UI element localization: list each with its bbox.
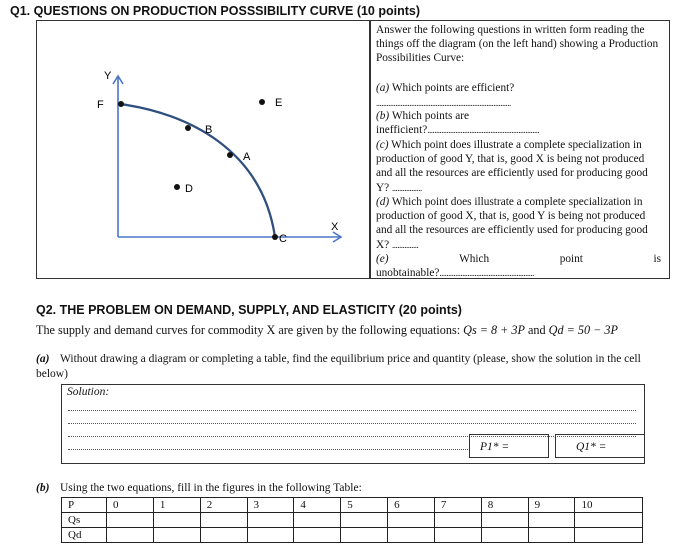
q2-b-text: Using the two equations, fill in the figures in the following Table: [60, 482, 362, 494]
q1-c-label: (c) [376, 139, 389, 151]
q1-question-c [376, 138, 661, 195]
q1-e-word2: point [559, 253, 583, 265]
equilibrium-quantity-box[interactable]: Q1* = [555, 434, 645, 458]
table-cell[interactable] [575, 513, 643, 528]
q1-c-text: Which point does illustrate a complete specialization in production of good Y, that is, good X is being not produced and all the resources are efficiently used for producing good Y? [376, 139, 648, 194]
table-cell[interactable] [434, 513, 481, 528]
q2-a-text: Without drawing a diagram or completing a table, find the equilibrium price and quantity (please, show the solution in the cell below) [36, 353, 641, 380]
table-cell[interactable] [153, 513, 200, 528]
q1-e-label: (e) [376, 253, 389, 265]
table-cell[interactable] [528, 528, 575, 543]
q1-c-answer-line[interactable]: ................. [392, 182, 422, 193]
q1-d-answer-line[interactable]: ............... [392, 239, 419, 250]
table-cell[interactable] [388, 528, 435, 543]
point-b-dot [185, 125, 191, 131]
q2-question-b [36, 482, 362, 494]
table-header-cell: 0 [107, 498, 154, 513]
q1-a-answer-line[interactable]: ............................................................................. [376, 98, 511, 108]
q1-e-text2: unobtainable? [376, 267, 440, 280]
solution-line-4 [68, 449, 468, 450]
x-axis-label: X [331, 221, 339, 233]
q1-a-label: (a) [376, 82, 390, 94]
table-cell[interactable] [575, 528, 643, 543]
q1-b-text2: inefficient? [376, 124, 428, 137]
table-cell[interactable] [153, 528, 200, 543]
table-header-cell: 5 [341, 498, 388, 513]
table-header-cell: 2 [200, 498, 247, 513]
q1-d-label: (d) [376, 196, 390, 208]
table-header-cell: 1 [153, 498, 200, 513]
qs-qd-table [61, 497, 643, 543]
table-header-cell: 9 [528, 498, 575, 513]
q2-and: and [528, 323, 546, 337]
table-cell[interactable] [294, 528, 341, 543]
q1-question-d [376, 195, 661, 252]
point-d-dot [174, 184, 180, 190]
table-cell[interactable] [107, 528, 154, 543]
ppc-diagram [37, 21, 370, 278]
table-header-cell: 6 [388, 498, 435, 513]
table-cell[interactable] [247, 513, 294, 528]
table-header-cell: P [62, 498, 107, 513]
q2-heading: Q2. THE PROBLEM ON DEMAND, SUPPLY, AND ELASTICITY (20 points) [36, 303, 462, 317]
diagram-box [36, 20, 371, 279]
point-e-label: E [275, 97, 283, 109]
equilibrium-price-box[interactable]: P1* = [469, 434, 549, 458]
table-cell[interactable] [481, 528, 528, 543]
point-f-label: F [97, 99, 104, 111]
solution-label: Solution: [67, 386, 110, 398]
table-header-row [62, 498, 643, 513]
table-cell[interactable] [528, 513, 575, 528]
q2-intro [36, 323, 618, 338]
point-d-label: D [185, 183, 193, 195]
q1-e-answer-line[interactable]: ...................................................... [439, 268, 534, 279]
q1-b-answer-line[interactable]: ................................................................ [427, 125, 540, 136]
q1-b-label: (b) [376, 110, 390, 122]
q1-d-text: Which point does illustrate a complete specialization in production of good X, that is, good Y is being not produced and all the resources are efficiently used for producing good X? [376, 196, 648, 251]
point-a-dot [227, 152, 233, 158]
q1-intro: Answer the following questions in written form reading the things off the diagram (on the left hand) showing a Production Possibilities Curve: [376, 24, 659, 65]
table-cell[interactable] [294, 513, 341, 528]
solution-line-3 [68, 436, 636, 437]
table-cell[interactable] [341, 513, 388, 528]
solution-line-2 [68, 423, 636, 424]
point-a-label: A [243, 151, 251, 163]
q1-heading: Q1. QUESTIONS ON PRODUCTION POSSSIBILITY CURVE (10 points) [10, 4, 421, 18]
point-e-dot [259, 99, 265, 105]
table-cell[interactable] [388, 513, 435, 528]
q1-questions-box [369, 20, 670, 279]
table-header-cell: 8 [481, 498, 528, 513]
point-c-dot [272, 234, 278, 240]
table-cell[interactable] [200, 528, 247, 543]
table-cell[interactable] [341, 528, 388, 543]
table-header-cell: 4 [294, 498, 341, 513]
table-header-cell: 7 [434, 498, 481, 513]
q2-intro-text: The supply and demand curves for commodity X are given by the following equations: [36, 323, 461, 337]
point-b-label: B [205, 124, 213, 136]
y-axis-label: Y [104, 70, 112, 82]
point-f-dot [118, 101, 124, 107]
q2-b-label: (b) [36, 482, 50, 494]
table-cell[interactable] [200, 513, 247, 528]
q1-question-e [376, 252, 661, 280]
q1-a-text: Which points are efficient? [391, 82, 515, 94]
q1-question-b [376, 109, 661, 137]
table-header-cell: 10 [575, 498, 643, 513]
table-cell[interactable] [107, 513, 154, 528]
q1-b-text: Which points are [391, 110, 469, 122]
q2-question-a [36, 352, 651, 382]
table-cell[interactable] [247, 528, 294, 543]
table-row-label: Qs [62, 513, 107, 528]
q1-question-a [376, 81, 661, 95]
q1-e-word3: is [653, 253, 661, 265]
solution-line-1 [68, 410, 636, 411]
table-row-qd [62, 528, 643, 543]
table-row-label: Qd [62, 528, 107, 543]
supply-equation: Qs = 8 + 3P [463, 323, 525, 337]
table-cell[interactable] [481, 513, 528, 528]
table-cell[interactable] [434, 528, 481, 543]
point-c-label: C [279, 233, 287, 245]
q1-e-word1: Which [459, 253, 490, 265]
table-row-qs [62, 513, 643, 528]
q2-a-label: (a) [36, 353, 50, 365]
demand-equation: Qd = 50 − 3P [548, 323, 618, 337]
ppc-curve [120, 104, 275, 237]
table-header-cell: 3 [247, 498, 294, 513]
